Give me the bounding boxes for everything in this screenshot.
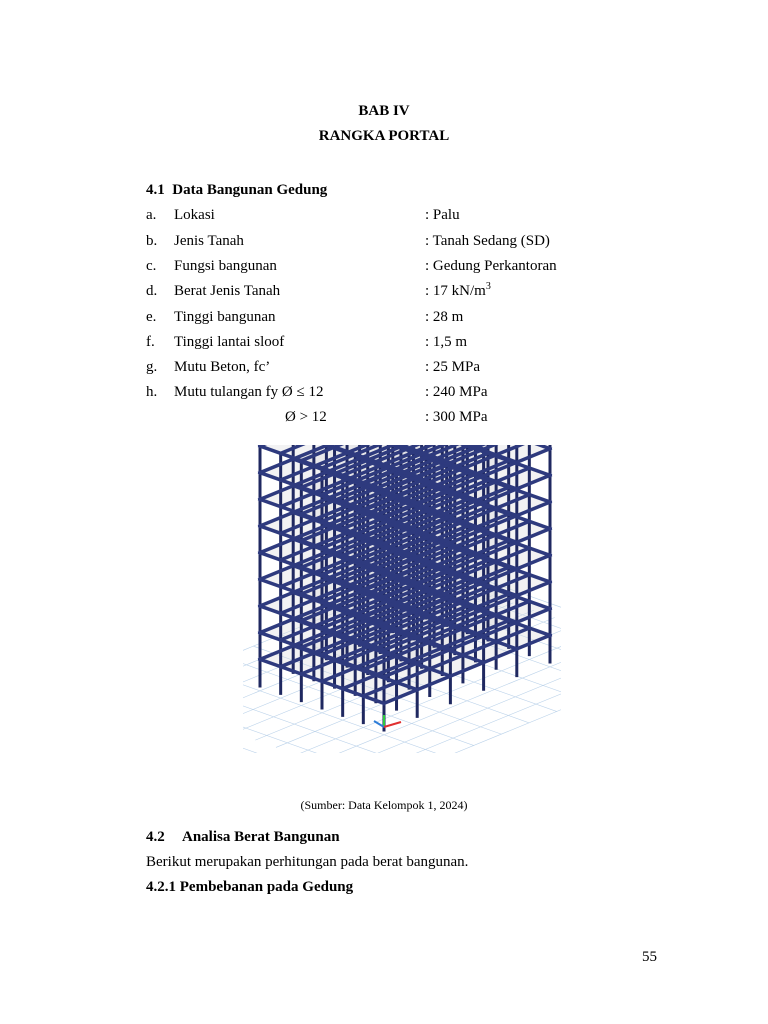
- section-heading-number: 4.2: [146, 829, 165, 845]
- data-row-letter: a.: [146, 207, 157, 223]
- data-row-value: : Tanah Sedang (SD): [425, 233, 550, 249]
- data-row-value: : 28 m: [425, 309, 464, 325]
- data-row: [0, 309, 768, 329]
- subsection-heading: 4.2.1 Pembebanan pada Gedung: [146, 879, 354, 895]
- data-row: [0, 283, 768, 303]
- data-row: [0, 233, 768, 253]
- data-row-label: Fungsi bangunan: [174, 258, 277, 274]
- section-heading: 4.1 Data Bangunan Gedung: [146, 182, 328, 198]
- data-row-label: Jenis Tanah: [174, 233, 244, 249]
- chapter-label: BAB IV: [358, 103, 410, 119]
- chapter-title: RANGKA PORTAL: [318, 128, 450, 144]
- data-row-letter: h.: [146, 384, 158, 400]
- data-row-label: Mutu Beton, fc’: [174, 359, 271, 375]
- data-row-letter: c.: [146, 258, 157, 274]
- data-row-label: Ø > 12: [285, 409, 327, 425]
- data-row-label: Tinggi bangunan: [174, 309, 276, 325]
- data-row-value: : Palu: [425, 207, 460, 223]
- data-row-label: Tinggi lantai sloof: [174, 334, 285, 350]
- structure-3d-figure: [243, 445, 561, 753]
- data-row-letter: d.: [146, 283, 158, 299]
- data-row: [0, 258, 768, 278]
- page-number: 55: [642, 949, 657, 965]
- data-row-label: Mutu tulangan fy Ø ≤ 12: [174, 384, 324, 400]
- figure-caption: (Sumber: Data Kelompok 1, 2024): [300, 798, 468, 812]
- data-row-letter: g.: [146, 359, 158, 375]
- data-row-letter: b.: [146, 233, 158, 249]
- data-row-value: : Gedung Perkantoran: [425, 258, 557, 274]
- data-row-value: : 17 $kN/m^3$: [425, 281, 491, 299]
- data-row-value: : 300 MPa: [425, 409, 488, 425]
- grid-line: [243, 703, 363, 753]
- superscript: 3: [485, 281, 491, 292]
- axis-indicator: [374, 715, 401, 727]
- data-row-letter: f.: [146, 334, 155, 350]
- data-row-value: : 1,5 m: [425, 334, 468, 350]
- data-row: [0, 207, 768, 227]
- section-heading-title: Analisa Berat Bangunan: [182, 829, 340, 845]
- data-row-extra: [0, 409, 768, 429]
- data-row-value: : 25 MPa: [425, 359, 481, 375]
- data-row: [0, 334, 768, 354]
- data-row: [0, 359, 768, 379]
- data-row: [0, 384, 768, 404]
- grid-line: [243, 691, 391, 753]
- data-row-label: Lokasi: [174, 207, 215, 223]
- body-paragraph: Berikut merupakan perhitungan pada berat bangunan.: [146, 854, 469, 870]
- data-row-value: : 240 MPa: [425, 384, 488, 400]
- data-row-letter: e.: [146, 309, 157, 325]
- data-row-label: Berat Jenis Tanah: [174, 283, 281, 299]
- portal-frame: [260, 445, 550, 730]
